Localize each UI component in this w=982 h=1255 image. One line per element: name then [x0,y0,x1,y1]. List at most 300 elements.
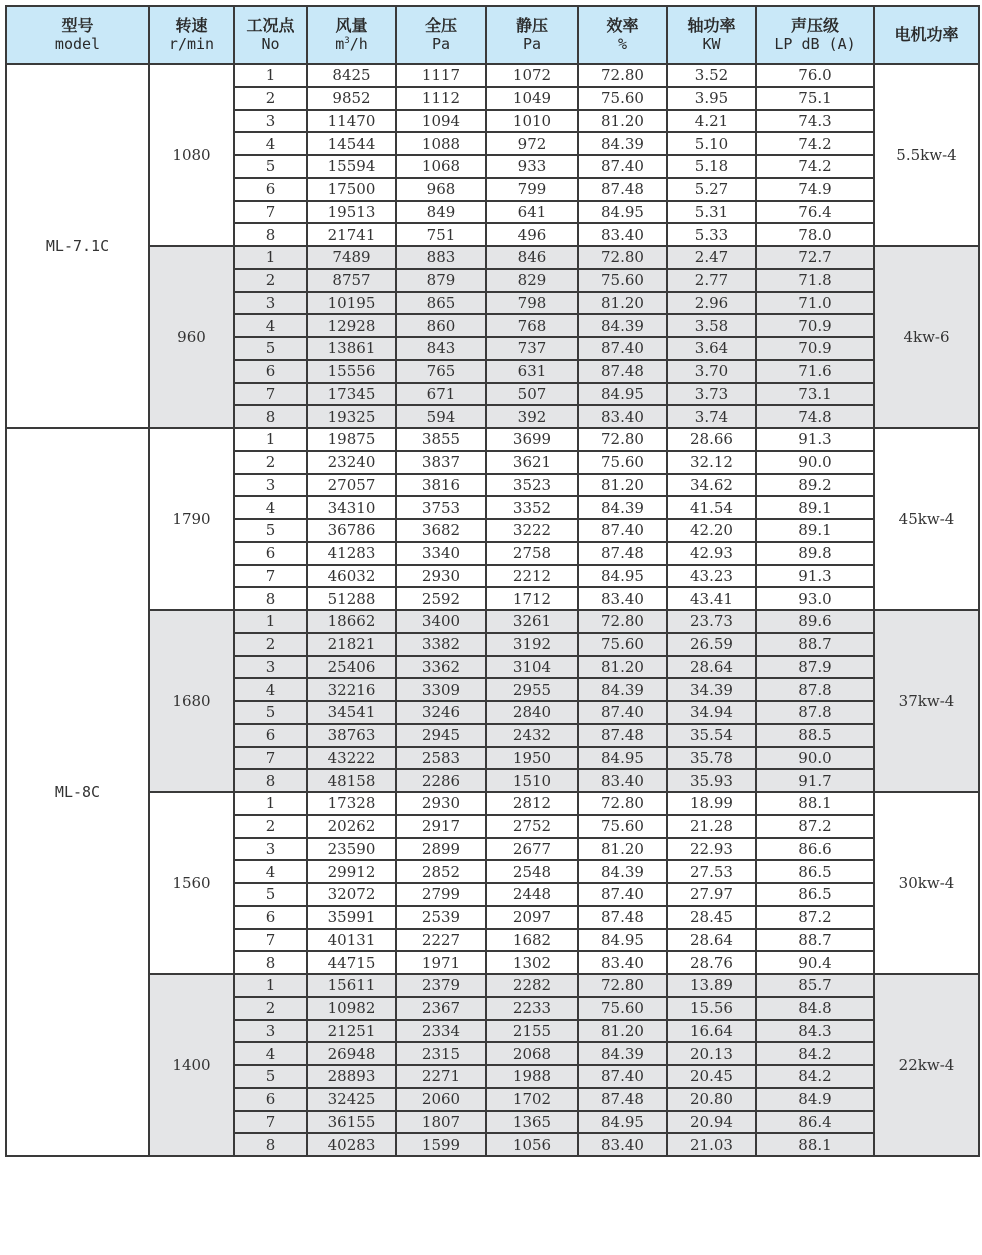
efficiency-cell: 84.39 [578,132,667,155]
shaft-power-cell: 2.47 [667,246,756,269]
efficiency-cell: 87.40 [578,519,667,542]
efficiency-cell: 83.40 [578,769,667,792]
shaft-power-cell: 32.12 [667,451,756,474]
efficiency-cell: 72.80 [578,610,667,633]
airflow-cell: 9852 [307,87,396,110]
point-cell: 1 [234,64,307,87]
shaft-power-cell: 5.10 [667,132,756,155]
airflow-cell: 25406 [307,656,396,679]
shaft-power-cell: 16.64 [667,1020,756,1043]
table-row [6,64,979,87]
total-pressure-cell: 2852 [396,860,486,883]
static-pressure-cell: 1682 [486,929,578,952]
point-cell: 4 [234,678,307,701]
static-pressure-cell: 1510 [486,769,578,792]
total-pressure-cell: 2930 [396,792,486,815]
static-pressure-cell: 3192 [486,633,578,656]
airflow-cell: 28893 [307,1065,396,1088]
sound-level-cell: 72.7 [756,246,874,269]
sound-level-cell: 90.0 [756,747,874,770]
point-cell: 6 [234,360,307,383]
efficiency-cell: 87.40 [578,337,667,360]
sound-level-cell: 87.2 [756,906,874,929]
efficiency-cell: 84.95 [578,929,667,952]
point-cell: 8 [234,587,307,610]
sound-level-cell: 84.8 [756,997,874,1020]
efficiency-cell: 84.39 [578,314,667,337]
point-cell: 7 [234,747,307,770]
airflow-cell: 40283 [307,1133,396,1156]
header-total-pressure: 全压 Pa [396,6,486,64]
static-pressure-cell: 496 [486,223,578,246]
point-cell: 2 [234,815,307,838]
shaft-power-cell: 34.62 [667,474,756,497]
sound-level-cell: 88.5 [756,724,874,747]
efficiency-cell: 81.20 [578,838,667,861]
static-pressure-cell: 2233 [486,997,578,1020]
airflow-cell: 48158 [307,769,396,792]
efficiency-cell: 72.80 [578,792,667,815]
shaft-power-cell: 3.52 [667,64,756,87]
total-pressure-cell: 751 [396,223,486,246]
airflow-cell: 13861 [307,337,396,360]
total-pressure-cell: 2379 [396,974,486,997]
motor-power-cell: 4kw-6 [874,246,979,428]
efficiency-cell: 87.48 [578,724,667,747]
header-motor-power: 电机功率 [874,6,979,64]
sound-level-cell: 71.8 [756,269,874,292]
static-pressure-cell: 2212 [486,565,578,588]
total-pressure-cell: 1112 [396,87,486,110]
static-pressure-cell: 2758 [486,542,578,565]
static-pressure-cell: 1702 [486,1088,578,1111]
airflow-cell: 43222 [307,747,396,770]
total-pressure-cell: 3682 [396,519,486,542]
point-cell: 3 [234,838,307,861]
efficiency-cell: 83.40 [578,1133,667,1156]
point-cell: 6 [234,906,307,929]
sound-level-cell: 89.1 [756,496,874,519]
shaft-power-cell: 23.73 [667,610,756,633]
shaft-power-cell: 3.74 [667,405,756,428]
airflow-cell: 36786 [307,519,396,542]
static-pressure-cell: 1072 [486,64,578,87]
shaft-power-cell: 4.21 [667,110,756,133]
total-pressure-cell: 879 [396,269,486,292]
efficiency-cell: 83.40 [578,405,667,428]
airflow-cell: 15556 [307,360,396,383]
point-cell: 4 [234,132,307,155]
airflow-cell: 32216 [307,678,396,701]
shaft-power-cell: 5.33 [667,223,756,246]
efficiency-cell: 87.40 [578,155,667,178]
efficiency-cell: 75.60 [578,451,667,474]
total-pressure-cell: 1068 [396,155,486,178]
static-pressure-cell: 1365 [486,1111,578,1134]
total-pressure-cell: 2367 [396,997,486,1020]
sound-level-cell: 93.0 [756,587,874,610]
airflow-cell: 18662 [307,610,396,633]
sound-level-cell: 74.2 [756,132,874,155]
sound-level-cell: 91.7 [756,769,874,792]
total-pressure-cell: 968 [396,178,486,201]
shaft-power-cell: 35.78 [667,747,756,770]
static-pressure-cell: 829 [486,269,578,292]
motor-power-cell: 30kw-4 [874,792,979,974]
efficiency-cell: 87.40 [578,701,667,724]
shaft-power-cell: 2.96 [667,292,756,315]
point-cell: 5 [234,1065,307,1088]
table-body [6,64,979,1156]
static-pressure-cell: 3621 [486,451,578,474]
static-pressure-cell: 3699 [486,428,578,451]
point-cell: 3 [234,1020,307,1043]
efficiency-cell: 81.20 [578,474,667,497]
total-pressure-cell: 3753 [396,496,486,519]
static-pressure-cell: 972 [486,132,578,155]
shaft-power-cell: 28.64 [667,929,756,952]
airflow-cell: 19325 [307,405,396,428]
sound-level-cell: 76.4 [756,201,874,224]
point-cell: 2 [234,451,307,474]
shaft-power-cell: 28.66 [667,428,756,451]
efficiency-cell: 75.60 [578,815,667,838]
total-pressure-cell: 3382 [396,633,486,656]
point-cell: 1 [234,428,307,451]
motor-power-cell: 5.5kw-4 [874,64,979,246]
table-row [6,428,979,451]
airflow-cell: 23590 [307,838,396,861]
point-cell: 8 [234,769,307,792]
airflow-cell: 15594 [307,155,396,178]
efficiency-cell: 84.39 [578,860,667,883]
point-cell: 5 [234,337,307,360]
point-cell: 3 [234,110,307,133]
efficiency-cell: 84.95 [578,565,667,588]
point-cell: 6 [234,724,307,747]
shaft-power-cell: 21.28 [667,815,756,838]
shaft-power-cell: 3.70 [667,360,756,383]
sound-level-cell: 84.9 [756,1088,874,1111]
shaft-power-cell: 34.94 [667,701,756,724]
shaft-power-cell: 20.45 [667,1065,756,1088]
airflow-cell: 7489 [307,246,396,269]
point-cell: 7 [234,201,307,224]
efficiency-cell: 81.20 [578,656,667,679]
efficiency-cell: 72.80 [578,974,667,997]
shaft-power-cell: 43.23 [667,565,756,588]
point-cell: 1 [234,610,307,633]
efficiency-cell: 84.95 [578,201,667,224]
header-speed: 转速 r/min [149,6,234,64]
total-pressure-cell: 3246 [396,701,486,724]
shaft-power-cell: 5.18 [667,155,756,178]
shaft-power-cell: 15.56 [667,997,756,1020]
airflow-cell: 14544 [307,132,396,155]
efficiency-cell: 84.39 [578,1042,667,1065]
efficiency-cell: 87.40 [578,883,667,906]
static-pressure-cell: 631 [486,360,578,383]
airflow-cell: 8425 [307,64,396,87]
sound-level-cell: 90.0 [756,451,874,474]
sound-level-cell: 88.1 [756,792,874,815]
shaft-power-cell: 28.76 [667,951,756,974]
header-static-pressure: 静压 Pa [486,6,578,64]
airflow-cell: 34541 [307,701,396,724]
airflow-cell: 21251 [307,1020,396,1043]
table-row [6,610,979,633]
efficiency-cell: 81.20 [578,292,667,315]
airflow-cell: 32072 [307,883,396,906]
efficiency-cell: 83.40 [578,951,667,974]
point-cell: 7 [234,929,307,952]
airflow-cell: 17328 [307,792,396,815]
airflow-cell: 19513 [307,201,396,224]
sound-level-cell: 74.9 [756,178,874,201]
static-pressure-cell: 933 [486,155,578,178]
header-shaft-power: 轴功率 KW [667,6,756,64]
point-cell: 1 [234,246,307,269]
static-pressure-cell: 2155 [486,1020,578,1043]
shaft-power-cell: 42.93 [667,542,756,565]
airflow-cell: 26948 [307,1042,396,1065]
sound-level-cell: 84.3 [756,1020,874,1043]
airflow-cell: 29912 [307,860,396,883]
total-pressure-cell: 3816 [396,474,486,497]
efficiency-cell: 75.60 [578,269,667,292]
sound-level-cell: 75.1 [756,87,874,110]
static-pressure-cell: 2097 [486,906,578,929]
total-pressure-cell: 3855 [396,428,486,451]
shaft-power-cell: 35.54 [667,724,756,747]
airflow-cell: 11470 [307,110,396,133]
point-cell: 4 [234,1042,307,1065]
total-pressure-cell: 843 [396,337,486,360]
static-pressure-cell: 846 [486,246,578,269]
speed-cell: 1560 [149,792,234,974]
static-pressure-cell: 2448 [486,883,578,906]
efficiency-cell: 83.40 [578,223,667,246]
airflow-cell: 51288 [307,587,396,610]
efficiency-cell: 87.48 [578,360,667,383]
static-pressure-cell: 1302 [486,951,578,974]
static-pressure-cell: 641 [486,201,578,224]
point-cell: 7 [234,565,307,588]
airflow-cell: 21741 [307,223,396,246]
static-pressure-cell: 1712 [486,587,578,610]
sound-level-cell: 86.5 [756,860,874,883]
total-pressure-cell: 3340 [396,542,486,565]
static-pressure-cell: 1988 [486,1065,578,1088]
sound-level-cell: 85.7 [756,974,874,997]
shaft-power-cell: 43.41 [667,587,756,610]
total-pressure-cell: 2286 [396,769,486,792]
shaft-power-cell: 3.64 [667,337,756,360]
sound-level-cell: 86.5 [756,883,874,906]
point-cell: 4 [234,314,307,337]
total-pressure-cell: 2592 [396,587,486,610]
point-cell: 4 [234,496,307,519]
total-pressure-cell: 1094 [396,110,486,133]
static-pressure-cell: 507 [486,383,578,406]
efficiency-cell: 75.60 [578,997,667,1020]
airflow-cell: 8757 [307,269,396,292]
total-pressure-cell: 594 [396,405,486,428]
sound-level-cell: 76.0 [756,64,874,87]
total-pressure-cell: 2539 [396,906,486,929]
efficiency-cell: 81.20 [578,110,667,133]
static-pressure-cell: 392 [486,405,578,428]
model-cell: ML-7.1C [6,64,149,428]
shaft-power-cell: 35.93 [667,769,756,792]
airflow-cell: 17345 [307,383,396,406]
total-pressure-cell: 765 [396,360,486,383]
total-pressure-cell: 2930 [396,565,486,588]
sound-level-cell: 88.7 [756,633,874,656]
sound-level-cell: 86.6 [756,838,874,861]
efficiency-cell: 75.60 [578,87,667,110]
total-pressure-cell: 2315 [396,1042,486,1065]
model-cell: ML-8C [6,428,149,1156]
airflow-cell: 15611 [307,974,396,997]
total-pressure-cell: 2799 [396,883,486,906]
sound-level-cell: 88.7 [756,929,874,952]
airflow-cell: 19875 [307,428,396,451]
point-cell: 3 [234,656,307,679]
airflow-cell: 21821 [307,633,396,656]
sound-level-cell: 70.9 [756,314,874,337]
shaft-power-cell: 18.99 [667,792,756,815]
header-point: 工况点 No [234,6,307,64]
shaft-power-cell: 20.94 [667,1111,756,1134]
sound-level-cell: 91.3 [756,428,874,451]
airflow-cell: 41283 [307,542,396,565]
static-pressure-cell: 2677 [486,838,578,861]
shaft-power-cell: 42.20 [667,519,756,542]
total-pressure-cell: 2945 [396,724,486,747]
static-pressure-cell: 2840 [486,701,578,724]
sound-level-cell: 78.0 [756,223,874,246]
static-pressure-cell: 2752 [486,815,578,838]
sound-level-cell: 89.6 [756,610,874,633]
airflow-cell: 32425 [307,1088,396,1111]
airflow-cell: 44715 [307,951,396,974]
efficiency-cell: 72.80 [578,428,667,451]
point-cell: 8 [234,1133,307,1156]
shaft-power-cell: 28.45 [667,906,756,929]
shaft-power-cell: 20.80 [667,1088,756,1111]
static-pressure-cell: 1056 [486,1133,578,1156]
airflow-unit: $m^3/h$ [335,35,368,53]
static-pressure-cell: 3261 [486,610,578,633]
shaft-power-cell: 3.73 [667,383,756,406]
sound-level-cell: 90.4 [756,951,874,974]
point-cell: 8 [234,951,307,974]
point-cell: 5 [234,155,307,178]
table-row [6,792,979,815]
airflow-cell: 20262 [307,815,396,838]
sound-level-cell: 74.2 [756,155,874,178]
static-pressure-cell: 3222 [486,519,578,542]
shaft-power-cell: 13.89 [667,974,756,997]
airflow-cell: 38763 [307,724,396,747]
sound-level-cell: 86.4 [756,1111,874,1134]
sound-level-cell: 84.2 [756,1065,874,1088]
point-cell: 2 [234,87,307,110]
shaft-power-cell: 27.53 [667,860,756,883]
total-pressure-cell: 2917 [396,815,486,838]
static-pressure-cell: 2282 [486,974,578,997]
point-cell: 3 [234,292,307,315]
point-cell: 6 [234,1088,307,1111]
static-pressure-cell: 2432 [486,724,578,747]
shaft-power-cell: 34.39 [667,678,756,701]
total-pressure-cell: 2060 [396,1088,486,1111]
shaft-power-cell: 5.27 [667,178,756,201]
static-pressure-cell: 2955 [486,678,578,701]
efficiency-cell: 87.48 [578,1088,667,1111]
shaft-power-cell: 3.58 [667,314,756,337]
static-pressure-cell: 1049 [486,87,578,110]
airflow-cell: 27057 [307,474,396,497]
airflow-cell: 46032 [307,565,396,588]
motor-power-cell: 45kw-4 [874,428,979,610]
sound-level-cell: 89.1 [756,519,874,542]
point-cell: 8 [234,223,307,246]
total-pressure-cell: 883 [396,246,486,269]
efficiency-cell: 72.80 [578,246,667,269]
efficiency-cell: 84.39 [578,678,667,701]
shaft-power-cell: 41.54 [667,496,756,519]
efficiency-cell: 84.95 [578,383,667,406]
motor-power-cell: 22kw-4 [874,974,979,1156]
total-pressure-cell: 3837 [396,451,486,474]
total-pressure-cell: 3309 [396,678,486,701]
speed-cell: 960 [149,246,234,428]
airflow-cell: 34310 [307,496,396,519]
table-row [6,974,979,997]
airflow-cell: 17500 [307,178,396,201]
point-cell: 8 [234,405,307,428]
total-pressure-cell: 2899 [396,838,486,861]
point-cell: 4 [234,860,307,883]
efficiency-cell: 84.95 [578,1111,667,1134]
efficiency-cell: 87.48 [578,906,667,929]
sound-level-cell: 89.2 [756,474,874,497]
shaft-power-cell: 20.13 [667,1042,756,1065]
efficiency-cell: 87.40 [578,1065,667,1088]
motor-power-cell: 37kw-4 [874,610,979,792]
point-cell: 5 [234,519,307,542]
efficiency-cell: 84.95 [578,747,667,770]
total-pressure-cell: 865 [396,292,486,315]
static-pressure-cell: 2068 [486,1042,578,1065]
airflow-cell: 10195 [307,292,396,315]
total-pressure-cell: 2227 [396,929,486,952]
airflow-cell: 23240 [307,451,396,474]
table-header [6,6,979,64]
static-pressure-cell: 3523 [486,474,578,497]
header-model: 型号 model [6,6,149,64]
speed-cell: 1680 [149,610,234,792]
static-pressure-cell: 2548 [486,860,578,883]
airflow-cell: 40131 [307,929,396,952]
total-pressure-cell: 1807 [396,1111,486,1134]
total-pressure-cell: 1088 [396,132,486,155]
static-pressure-cell: 768 [486,314,578,337]
point-cell: 6 [234,542,307,565]
sound-level-cell: 71.0 [756,292,874,315]
